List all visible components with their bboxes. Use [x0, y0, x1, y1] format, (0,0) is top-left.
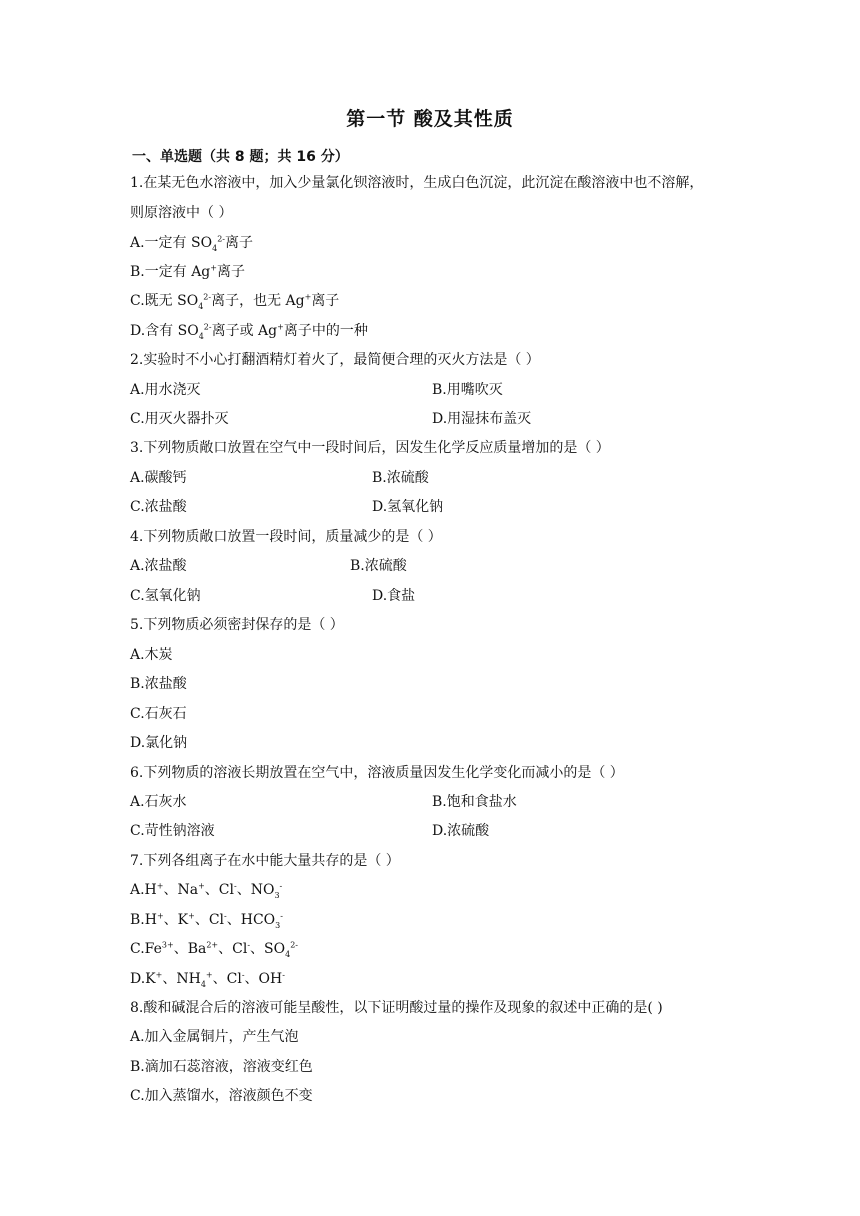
question-2-option-c: C.用灭火器扑灭: [130, 411, 229, 427]
question-7-option-a: A.H+、Na+、Cl-、$NO_3^-$: [130, 881, 283, 900]
question-4-option-d: D.食盐: [372, 588, 416, 604]
question-7-option-d: D.K+、$NH_4^+$、Cl-、OH-: [130, 970, 285, 989]
question-6-option-d: D.浓硫酸: [432, 823, 490, 839]
question-3-stem: 3.下列物质敞口放置在空气中一段时间后，因发生化学反应质量增加的是（ ）: [130, 440, 610, 456]
question-2-stem: 2.实验时不小心打翻酒精灯着火了，最简便合理的灭火方法是（ ）: [130, 352, 540, 368]
question-2-option-b: B.用嘴吹灭: [432, 382, 503, 398]
question-6-option-a: A.石灰水: [130, 794, 187, 810]
question-5-option-a: A.木炭: [130, 647, 173, 663]
question-4-stem: 4.下列物质敞口放置一段时间，质量减少的是（ ）: [130, 529, 442, 545]
question-6-stem: 6.下列物质的溶液长期放置在空气中，溶液质量因发生化学变化而减小的是（ ）: [130, 765, 624, 781]
question-1-option-d: D.含有 $SO_4^{2-}$离子或 Ag+离子中的一种: [130, 322, 368, 341]
question-8-option-c: C.加入蒸馏水，溶液颜色不变: [130, 1088, 313, 1104]
question-4-option-b: B.浓硫酸: [350, 558, 407, 574]
question-3-option-b: B.浓硫酸: [372, 470, 429, 486]
question-8-option-a: A.加入金属铜片，产生气泡: [130, 1029, 299, 1045]
question-5-option-c: C.石灰石: [130, 706, 187, 722]
page-title: 第一节 酸及其性质: [346, 108, 514, 130]
question-1-stem: 1.在某无色水溶液中，加入少量氯化钡溶液时，生成白色沉淀，此沉淀在酸溶液中也不溶解， 则原溶液中（ ）: [130, 175, 704, 221]
section-heading: 一、单选题（共 8 题；共 16 分）: [132, 149, 349, 165]
question-2-option-d: D.用湿抹布盖灭: [432, 411, 532, 427]
question-3-option-a: A.碳酸钙: [130, 470, 187, 486]
question-1-option-a: A.一定有 $SO_4^{2-}$离子: [130, 234, 253, 253]
question-5-option-d: D.氯化钠: [130, 735, 188, 751]
question-1-option-b: B.一定有 Ag+离子: [130, 263, 245, 280]
question-7-option-b: B.H+、K+、Cl-、$HCO_3^-$: [130, 911, 283, 930]
question-6-option-c: C.苛性钠溶液: [130, 823, 215, 839]
question-8-option-b: B.滴加石蕊溶液，溶液变红色: [130, 1059, 313, 1075]
question-1-option-c: C.既无 $SO_4^{2-}$离子，也无 Ag+离子: [130, 292, 340, 311]
question-3-option-c: C.浓盐酸: [130, 499, 187, 515]
question-3-option-d: D.氢氧化钠: [372, 499, 444, 515]
question-5-option-b: B.浓盐酸: [130, 676, 187, 692]
question-7-stem: 7.下列各组离子在水中能大量共存的是（ ）: [130, 853, 400, 869]
question-2-option-a: A.用水浇灭: [130, 382, 201, 398]
question-5-stem: 5.下列物质必须密封保存的是（ ）: [130, 617, 344, 633]
question-4-option-a: A.浓盐酸: [130, 558, 187, 574]
question-7-option-c: $C.Fe^{3+}$、$Ba^{2+}$、Cl-、$SO_4^{2-}$: [130, 940, 299, 959]
question-6-option-b: B.饱和食盐水: [432, 794, 517, 810]
question-8-stem: 8.酸和碱混合后的溶液可能呈酸性，以下证明酸过量的操作及现象的叙述中正确的是( ): [130, 1000, 663, 1016]
question-4-option-c: C.氢氧化钠: [130, 588, 201, 604]
